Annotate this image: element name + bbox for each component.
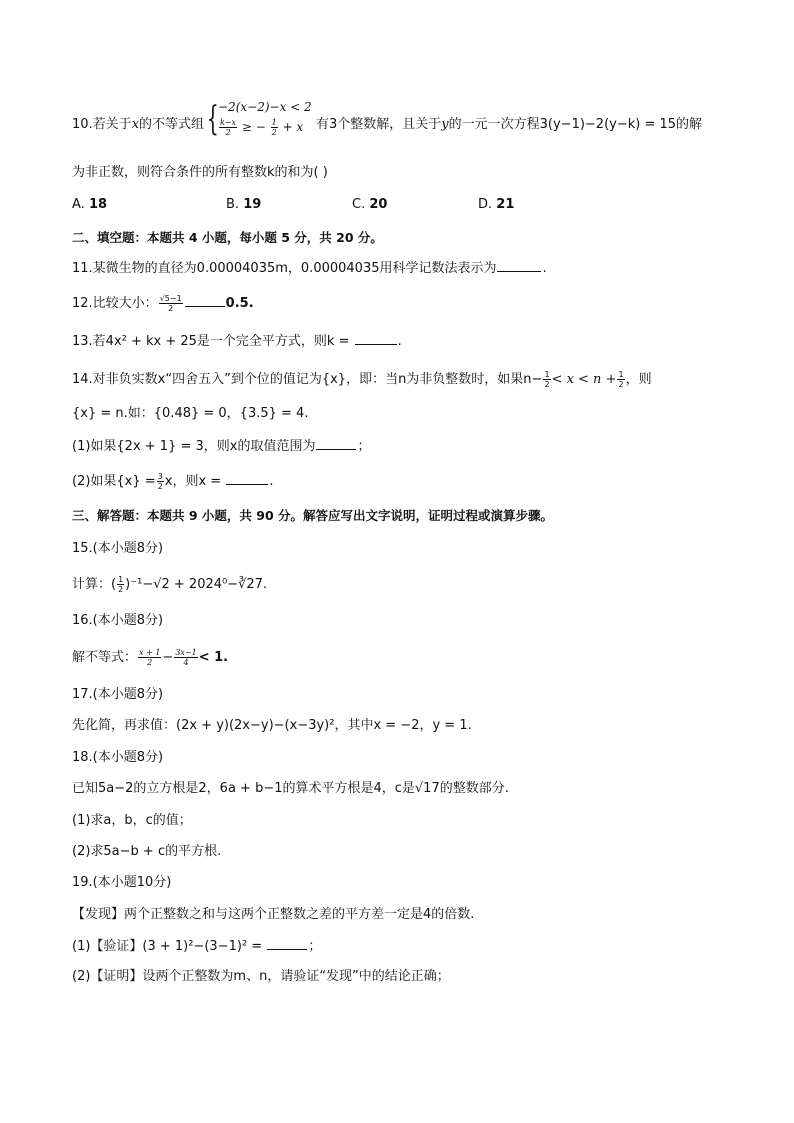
q10-prefix: 10.若关于	[72, 117, 132, 132]
q16-minus: −	[162, 650, 174, 665]
q17-head: 17.(本小题8分)	[72, 687, 164, 702]
answer-blank[interactable]	[267, 937, 307, 950]
frac-den: 2	[271, 128, 277, 137]
q12-prefix: 12.比较大小：	[72, 296, 158, 311]
q10-line1	[72, 116, 204, 134]
frac-num: 1	[544, 370, 550, 379]
q15-head: 15.(本小题8分)	[72, 541, 164, 556]
q16-b: < 1.	[198, 650, 229, 665]
q15-a: 计算：(	[72, 577, 117, 592]
frac-num: 1	[271, 118, 277, 127]
option-value: 18	[88, 197, 108, 212]
q10-frac-half	[271, 118, 278, 137]
q18-body: 已知5a−2的立方根是2，6a + b−1的算术平方根是4，c是√17的整数部分.	[72, 781, 509, 796]
q18-part2: (2)求5a−b + c的平方根.	[72, 844, 222, 859]
frac-den: 2	[544, 380, 550, 389]
q19-p1: (1)【验证】(3 + 1)²−(3−1)² =	[72, 939, 267, 954]
frac-num: x + 1	[139, 648, 161, 657]
q10-ge: ≥ −	[241, 120, 266, 134]
q15-b: )⁻¹−√2 + 2024⁰−∛27.	[125, 577, 268, 592]
q14-line2: {x} = n.如：{0.48} = 0，{3.5} = 4.	[72, 406, 309, 421]
section-2-heading: 二、填空题：本题共 4 小题，每小题 5 分，共 20 分。	[72, 230, 383, 245]
q18-head: 18.(本小题8分)	[72, 750, 164, 765]
frac-den: 2	[168, 304, 174, 313]
frac-den: 2	[157, 482, 163, 491]
q10-var-x: x	[131, 117, 140, 132]
frac-den: 2	[118, 585, 124, 594]
frac-num: k−x	[220, 118, 237, 127]
q11-text: 11.某微生物的直径为0.00004035m，0.00004035用科学记数法表示为	[72, 261, 497, 276]
q19-part1	[72, 937, 321, 956]
option-value: 20	[369, 197, 388, 212]
answer-blank[interactable]	[226, 472, 268, 485]
frac-den: 2	[618, 380, 624, 389]
q19-part2: (2)【证明】设两个正整数为m、n，请验证“发现”中的结论正确；	[72, 969, 450, 984]
frac-den: 4	[183, 658, 189, 667]
q14-part2	[72, 472, 273, 491]
q10-option-a[interactable]	[72, 196, 107, 214]
q14-frac3	[157, 472, 164, 491]
option-letter: B.	[226, 197, 240, 212]
q10-mid: 的不等式组	[139, 117, 205, 132]
q11-end: .	[542, 261, 547, 276]
q14-a: 14.对非负实数x“四舍五入”到个位的值记为{x}，即：当n为非负整数时，如果n−	[72, 372, 543, 387]
q12-tail: 0.5.	[225, 296, 254, 311]
option-letter: D.	[478, 197, 493, 212]
q10-line2: 为非正数，则符合条件的所有整数k的和为( )	[72, 165, 328, 180]
answer-blank[interactable]	[497, 259, 541, 272]
q12-fraction	[159, 294, 183, 313]
q19-body: 【发现】两个正整数之和与这两个正整数之差的平方差一定是4的倍数.	[72, 907, 475, 922]
option-value: 19	[243, 197, 262, 212]
q15-frac	[117, 575, 124, 594]
answer-blank[interactable]	[185, 294, 225, 307]
q11	[72, 259, 547, 278]
frac-num: 3x−1	[175, 648, 197, 657]
q14-b: < x < n +	[551, 372, 617, 387]
q10-ineq1: −2(x−2)−x < 2	[218, 100, 312, 114]
option-letter: A.	[72, 197, 85, 212]
frac-num: 1	[118, 575, 124, 584]
q14-line1	[72, 370, 652, 389]
q14-p2-end: .	[269, 474, 274, 489]
frac-num: √5−1	[159, 294, 182, 303]
q17-body: 先化简，再求值：(2x + y)(2x−y)−(x−3y)²，其中x = −2，y = 1.	[72, 718, 472, 733]
q18-part1: (1)求a，b，c的值；	[72, 813, 192, 828]
q16-frac1	[138, 648, 161, 667]
q14-p2a: (2)如果{x} =	[72, 474, 156, 489]
q10-option-b[interactable]	[226, 196, 261, 214]
q10-inequality-system	[208, 100, 318, 144]
q15-body	[72, 575, 267, 594]
q10-line1b	[316, 116, 702, 134]
q14-p1-end: ；	[357, 439, 371, 454]
q14-p1: (1)如果{2x + 1} = 3，则x的取值范围为	[72, 439, 316, 454]
frac-den: 2	[147, 658, 153, 667]
q13	[72, 332, 402, 351]
frac-num: 1	[618, 370, 624, 379]
q19-head: 19.(本小题10分)	[72, 875, 172, 890]
q10-option-d[interactable]	[478, 196, 514, 214]
q19-p1-end: ；	[308, 939, 322, 954]
q13-end: .	[397, 334, 402, 349]
q10-ineq2	[218, 118, 303, 137]
q12	[72, 294, 254, 313]
answer-blank[interactable]	[316, 437, 356, 450]
q10-plus-x: + x	[282, 120, 304, 134]
q16-body	[72, 648, 228, 667]
frac-den: 2	[225, 128, 231, 137]
q14-c: ，则	[625, 372, 652, 387]
q16-frac2	[174, 648, 197, 667]
q14-p2b: x，则x =	[164, 474, 226, 489]
q14-frac1	[543, 370, 550, 389]
q13-text: 13.若4x² + kx + 25是一个完全平方式，则k =	[72, 334, 354, 349]
brace-icon: {	[206, 99, 219, 139]
q14-part1	[72, 437, 371, 456]
q10-option-c[interactable]	[352, 196, 387, 214]
frac-num: 3	[157, 472, 163, 481]
q16-head: 16.(本小题8分)	[72, 613, 164, 628]
option-value: 21	[496, 197, 515, 212]
q10-frac-kx	[219, 118, 237, 137]
q10-after-a: 有3个整数解，且关于	[316, 117, 442, 132]
q16-a: 解不等式：	[72, 650, 138, 665]
answer-blank[interactable]	[355, 332, 397, 345]
q10-after-b: 的一元一次方程3(y−1)−2(y−k) = 15的解	[448, 117, 703, 132]
option-letter: C.	[352, 197, 366, 212]
section-3-heading: 三、解答题：本题共 9 小题，共 90 分。解答应写出文字说明，证明过程或演算步骤。	[72, 508, 554, 523]
q10-var-y: y	[441, 117, 449, 132]
q14-frac2	[617, 370, 624, 389]
